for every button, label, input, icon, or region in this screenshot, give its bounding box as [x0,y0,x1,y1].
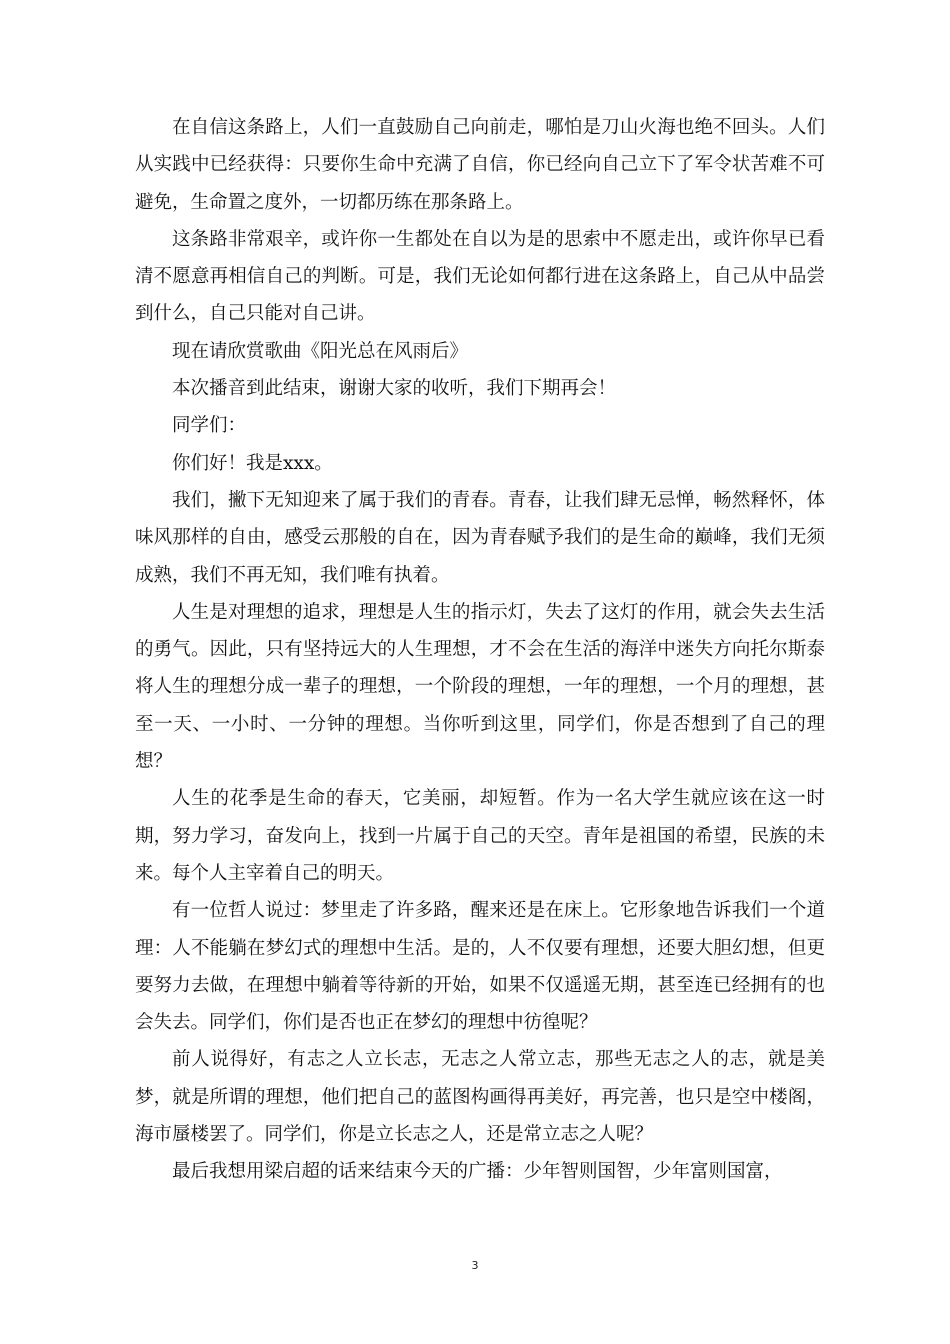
document-body [135,109,825,1191]
paragraph: 前人说得好，有志之人立长志，无志之人常立志，那些无志之人的志，就是美梦，就是所谓的理想，他们把自己的蓝图构画得再美好，再完善，也只是空中楼阁，海市蜃楼罢了。同学们，你是立长志之人，还是常立志之人呢？ [135,1049,825,1146]
paragraph: 最后我想用梁启超的话来结束今天的广播：少年智则国智，少年富则国富， [172,1161,783,1183]
paragraph: 你们好！我是xxx。 [172,452,333,474]
paragraph: 现在请欣赏歌曲《阳光总在风雨后》 [172,340,469,362]
paragraph: 人生的花季是生命的春天，它美丽，却短暂。作为一名大学生就应该在这一时期，努力学习，奋发向上，找到一片属于自己的天空。青年是祖国的希望，民族的未来。每个人主宰着自己的明天。 [135,788,825,884]
page-number: 3 [471,1259,479,1272]
paragraph: 同学们： [172,415,247,437]
paragraph: 有一位哲人说过：梦里走了许多路，醒来还是在床上。它形象地告诉我们一个道理：人不能躺在梦幻式的理想中生活。是的，人不仅要有理想，还要大胆幻想，但更要努力去做，在理想中躺着等待新的开始，如果不仅遥遥无期，甚至连已经拥有的也会失去。同学们，你们是否也正在梦幻的理想中彷徨呢？ [135,900,825,1034]
paragraph: 这条路非常艰辛，或许你一生都处在自以为是的思索中不愿走出，或许你早已看清不愿意再相信自己的判断。可是，我们无论如何都行进在这条路上，自己从中品尝到什么，自己只能对自己讲。 [135,228,825,325]
paragraph: 人生是对理想的追求，理想是人生的指示灯，失去了这灯的作用，就会失去生活的勇气。因此，只有坚持远大的人生理想，才不会在生活的海洋中迷失方向托尔斯泰将人生的理想分成一辈子的理想，一个阶段的理想，一年的理想，一个月的理想，甚至一天、一小时、一分钟的理想。当你听到这里，同学们，你是否想到了自己的理想？ [135,601,825,773]
paragraph: 我们，撇下无知迎来了属于我们的青春。青春，让我们肆无忌惮，畅然释怀，体味风那样的自由，感受云那般的自在，因为青春赋予我们的是生命的巅峰，我们无须成熟，我们不再无知，我们唯有执着。 [135,489,825,586]
paragraph: 在自信这条路上，人们一直鼓励自己向前走，哪怕是刀山火海也绝不回头。人们从实践中已经获得：只要你生命中充满了自信，你已经向自己立下了军令状苦难不可避免，生命置之度外，一切都历练在那条路上。 [135,117,825,213]
paragraph: 本次播音到此结束，谢谢大家的收听，我们下期再会！ [172,378,617,400]
